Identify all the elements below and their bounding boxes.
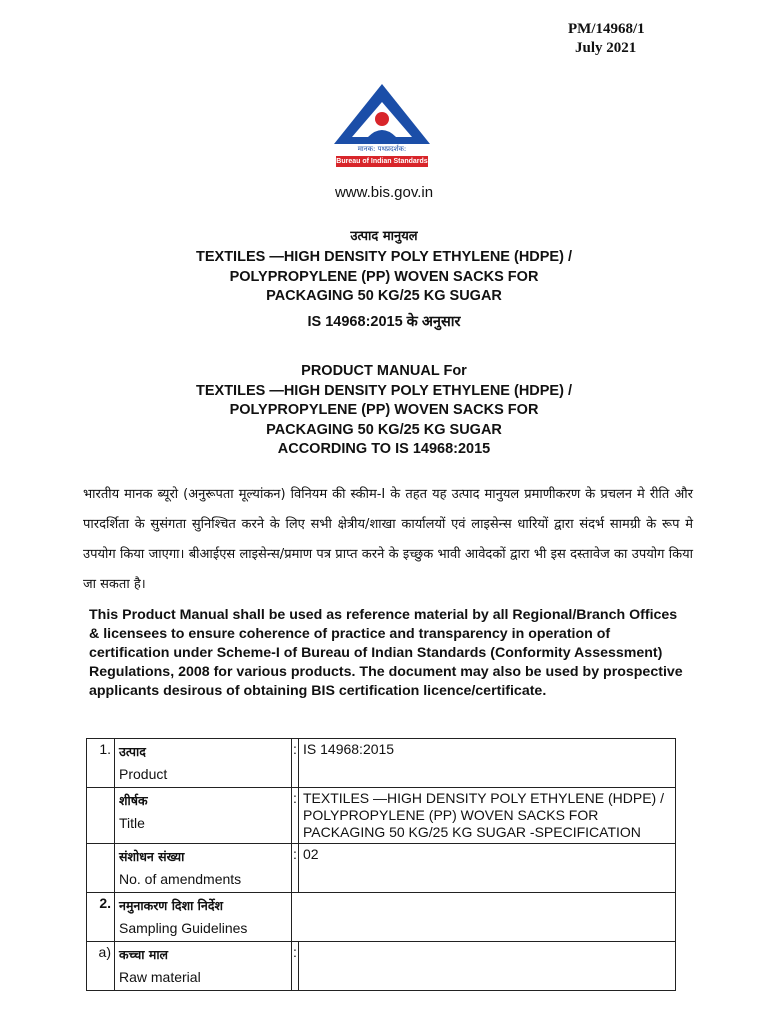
heading-line: TEXTILES —HIGH DENSITY POLY ETHYLENE (HDPE) /: [196, 382, 572, 399]
hindi-manual-title: उत्पाद मानुयल: [350, 229, 418, 244]
table-row: [87, 942, 676, 991]
heading-line: PACKAGING 50 KG/25 KG SUGAR: [266, 421, 502, 438]
label-hindi: संशोधन संख्या: [119, 849, 185, 864]
label-english: Product: [119, 766, 168, 782]
product-details-table: [86, 738, 676, 991]
row-number: a): [87, 942, 115, 991]
row-label: [115, 893, 292, 942]
heading-line: ACCORDING TO IS 14968:2015: [277, 441, 491, 457]
issue-date: July 2021: [575, 40, 637, 56]
heading-according-hindi: IS 14968:2015 के अनुसार: [307, 313, 461, 330]
row-colon: :: [292, 788, 299, 844]
row-number: [87, 844, 115, 893]
hindi-paragraph: भारतीय मानक ब्यूरो (अनुरूपता मूल्यांकन) विनियम की स्कीम-I के तहत यह उत्पाद मानुयल प्रमाणीकरण के प्रचलन मे रीति और पारदर्शिता के सुसंगता सुनिश्चित करने के लिए सभी क्षेत्रीय/शाखा कार्यालयों एवं लाइसेन्स धारियों द्वारा संदर्भ सामग्री के रूप मे उपयोग किया जाएगा। बीआईएस लाइसेन्स/प्रमाण पत्र प्राप्त करने के इच्छुक भावी आवेदकों द्वारा भी इस दस्तावेज का उपयोग किया जा सकता है।: [83, 487, 693, 592]
row-number: 1.: [87, 739, 115, 788]
logo-english-text: Bureau of Indian Standards: [336, 158, 428, 165]
row-value: TEXTILES —HIGH DENSITY POLY ETHYLENE (HDPE) / POLYPROPYLENE (PP) WOVEN SACKS FOR PACKAGING 50 KG/25 KG SUGAR -SPECIFICATION: [299, 788, 676, 844]
row-value: IS 14968:2015: [299, 739, 676, 788]
row-value: [299, 942, 676, 991]
row-label: [115, 739, 292, 788]
label-english: Raw material: [119, 969, 201, 985]
label-english: Title: [119, 815, 145, 831]
row-value-empty: [292, 893, 676, 942]
table-row: [87, 844, 676, 893]
logo-hindi-text: मानक: पथप्रदर्शक:: [357, 145, 407, 153]
heading-line: POLYPROPYLENE (PP) WOVEN SACKS FOR: [229, 268, 539, 285]
row-colon: :: [292, 942, 299, 991]
label-hindi: कच्चा माल: [119, 947, 169, 962]
label-hindi: नमुनाकरण दिशा निर्देश: [119, 898, 223, 913]
row-number: 2.: [87, 893, 115, 942]
row-colon: :: [292, 739, 299, 788]
bis-logo: [332, 82, 432, 168]
row-value: 02: [299, 844, 676, 893]
heading-line: PRODUCT MANUAL For: [301, 363, 467, 379]
heading-line: POLYPROPYLENE (PP) WOVEN SACKS FOR: [229, 402, 539, 418]
ref-number: PM/14968/1: [568, 21, 645, 37]
website-link[interactable]: www.bis.gov.in: [334, 184, 434, 201]
label-english: Sampling Guidelines: [119, 920, 248, 936]
english-heading-block: [0, 362, 768, 460]
label-english: No. of amendments: [119, 871, 242, 887]
heading-line: TEXTILES —HIGH DENSITY POLY ETHYLENE (HDPE) /: [196, 249, 572, 265]
table-row: [87, 739, 676, 788]
row-label: [115, 844, 292, 893]
row-number: [87, 788, 115, 844]
english-paragraph: This Product Manual shall be used as reference material by all Regional/Branch Offices & licensees to ensure coherence of practice and transparency in operation of certification under Scheme-I of Bureau of Indian Standards (Conformity Assessment) Regulations, 2008 for various products. The document may also be used by prospective applicants desirous of obtaining BIS certification licence/certificate.: [89, 607, 683, 699]
label-hindi: शीर्षक: [119, 793, 148, 808]
row-colon: :: [292, 844, 299, 893]
label-hindi: उत्पाद: [119, 744, 146, 759]
heading-line: PACKAGING 50 KG/25 KG SUGAR: [266, 288, 502, 304]
row-label: [115, 788, 292, 844]
table-row: [87, 788, 676, 844]
document-reference: [568, 20, 645, 58]
hindi-heading-block: [0, 248, 768, 332]
table-row: [87, 893, 676, 942]
row-label: [115, 942, 292, 991]
